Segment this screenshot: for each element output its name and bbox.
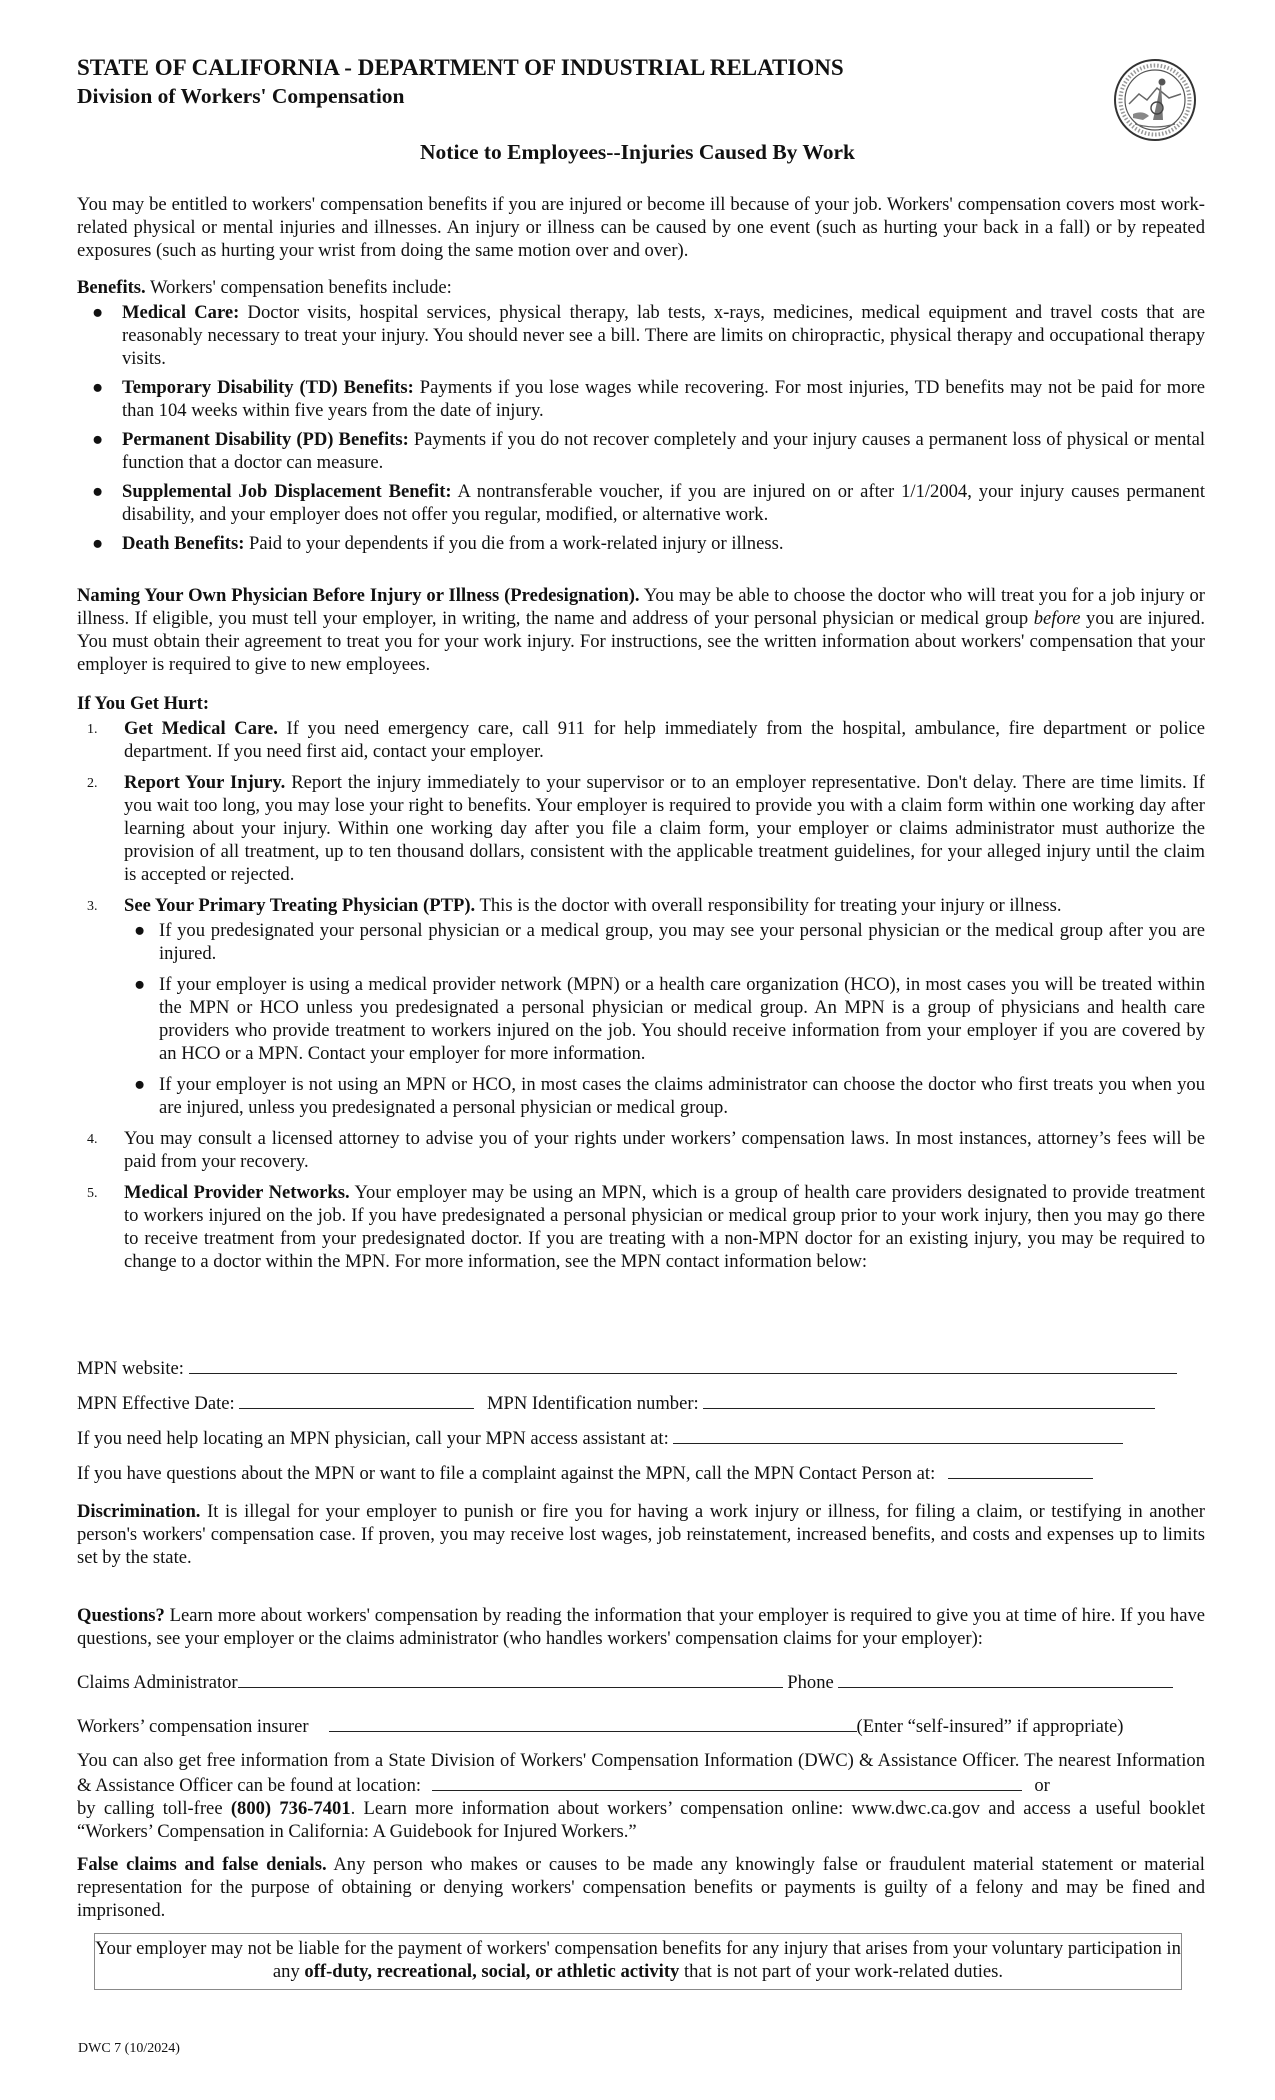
bullet-icon: ●	[92, 533, 104, 554]
benefit-text: Paid to your dependents if you die from a work-related injury or illness.	[244, 533, 784, 554]
benefit-item-death-benefits	[77, 532, 1205, 555]
benefit-label: Death Benefits:	[122, 533, 245, 554]
if-hurt-steps	[77, 717, 1205, 1273]
step-label: Get Medical Care.	[124, 718, 278, 739]
false-claims-text: Any person who makes or causes to be made any knowingly false or fraudulent material statement or material representation for the purpose of obtaining or denying workers' compensation benefits or payments is guilty of a felony and may be fined and imprisoned.	[77, 1854, 1205, 1921]
discrimination-paragraph	[77, 1500, 1205, 1569]
benefit-text: Payments if you do not recover completely and your injury causes a permanent loss of physical or mental function that a doctor can measure.	[122, 429, 1205, 473]
claims-admin-label: Claims Administrator	[77, 1672, 238, 1693]
step-item	[77, 717, 1205, 763]
form-id: DWC 7 (10/2024)	[78, 2041, 180, 2056]
mpn-id-field[interactable]	[703, 1390, 1155, 1409]
notice-text: that is not part of your work-related duties.	[679, 1961, 1004, 1982]
insurer-note: (Enter “self-insured” if appropriate)	[856, 1716, 1124, 1737]
subitem-text: If you predesignated your personal physician or a medical group, you may see your personal physician or the medical group after you are injured.	[159, 920, 1205, 964]
discrimination-text: It is illegal for your employer to punish or fire you for having a work injury or illness, for filing a claim, or testifying in another person's workers' compensation case. If proven, you may receive lost wages, job reinstatement, increased benefits, and costs and expenses up to limits set by the state.	[77, 1501, 1205, 1568]
mpn-date-id-row	[77, 1390, 1205, 1415]
phone-field[interactable]	[838, 1669, 1173, 1688]
bullet-icon: ●	[92, 377, 104, 398]
intro-paragraph: You may be entitled to workers' compensation benefits if you are injured or become ill because of your job. Workers' compensation covers most work-related physical or mental injuries and illnesses. An injury or illness can be caused by one event (such as hurting your back in a fall) or by repeated exposures (such as hurting your wrist from doing the same motion over and over).	[77, 194, 1205, 261]
predesignation-text: You may be able to choose the doctor who will treat you for a job injury or illness. If eligible, you must tell your employer, in writing, the name and address of your personal physician or medical group	[77, 585, 1205, 629]
if-hurt-section	[77, 692, 1205, 1281]
bullet-icon: ●	[134, 920, 146, 941]
step-number: 3.	[87, 899, 98, 914]
info-officer-text: by calling toll-free	[77, 1798, 231, 1819]
step-number: 4.	[87, 1132, 98, 1147]
phone-label: Phone	[782, 1672, 839, 1693]
step-text: This is the doctor with overall responsibility for treating your injury or illness.	[475, 895, 1062, 916]
step-item	[77, 1181, 1205, 1273]
california-seal-icon	[1113, 58, 1197, 142]
division-heading: Division of Workers' Compensation	[77, 84, 405, 108]
benefit-text: Payments if you lose wages while recovering. For most injuries, TD benefits may not be paid for more than 104 weeks within five years from the date of injury.	[122, 377, 1206, 421]
predesignation-heading: Naming Your Own Physician Before Injury or Illness (Predesignation).	[77, 585, 640, 606]
notice-text: Your employer may not be liable for the payment of workers' compensation benefits for any injury that arises from your voluntary participation in any	[95, 1938, 1181, 1982]
bullet-icon: ●	[92, 481, 104, 502]
step-number: 2.	[87, 776, 98, 791]
predesignation-paragraph	[77, 584, 1205, 676]
step-text: You may consult a licensed attorney to advise you of your rights under workers’ compensation laws. In most instances, attorney’s fees will be paid from your recovery.	[124, 1128, 1205, 1172]
step-number: 5.	[87, 1186, 98, 1201]
mpn-website-row	[77, 1355, 1205, 1380]
insurer-row	[77, 1713, 1205, 1738]
benefits-heading: Benefits.	[77, 277, 146, 298]
step-label: Medical Provider Networks.	[124, 1182, 350, 1203]
benefit-text: A nontransferable voucher, if you are injured on or after 1/1/2004, your injury causes permanent disability, and your employer does not offer you regular, modified, or alternative work.	[122, 481, 1205, 525]
step-text: Your employer may be using an MPN, which is a group of health care providers designated to provide treatment to workers injured on the job. If you have predesignated a personal physician or medical group prior to your work injury, then you may go there to receive treatment from your predesignated doctor. If you are treating with a non-MPN doctor for an existing injury, you may be required to change to a doctor within the MPN. For more information, see the MPN contact information below:	[124, 1182, 1205, 1272]
benefits-lead: Workers' compensation benefits include:	[145, 277, 452, 298]
step-item	[77, 771, 1205, 886]
info-officer-paragraph	[77, 1749, 1205, 1843]
insurer-field[interactable]	[329, 1713, 857, 1732]
benefit-label: Temporary Disability (TD) Benefits:	[122, 377, 414, 398]
mpn-effective-date-field[interactable]	[239, 1390, 474, 1409]
insurer-label: Workers’ compensation insurer	[77, 1716, 309, 1737]
benefits-section	[77, 276, 1205, 561]
questions-paragraph	[77, 1604, 1205, 1650]
step-item	[77, 1127, 1205, 1173]
benefits-list	[77, 301, 1205, 555]
mpn-contact-field[interactable]	[948, 1460, 1093, 1479]
benefit-label: Supplemental Job Displacement Benefit:	[122, 481, 452, 502]
mpn-website-field[interactable]	[189, 1355, 1177, 1374]
predesignation-emphasis: before	[1033, 608, 1081, 629]
bullet-icon: ●	[92, 429, 104, 450]
info-officer-text: . Learn more information about workers’ compensation online: www.dwc.ca.gov and access a useful booklet “Workers’ Compensation in California: A Guidebook for Injured Workers.”	[77, 1798, 1205, 1842]
ptp-subitem	[124, 1073, 1205, 1119]
benefit-text: Doctor visits, hospital services, physical therapy, lab tests, x-rays, medicines, medical equipment and travel costs that are reasonably necessary to treat your injury. You should never see a bill. There are limits on chiropractic, physical therapy and occupational therapy visits.	[122, 302, 1206, 369]
predesignation-text: you are injured. You must obtain their agreement to treat you for your work injury. For instructions, see the written information about workers' compensation that your employer is required to give to new employees.	[77, 608, 1205, 675]
questions-text: Learn more about workers' compensation by reading the information that your employer is required to give you at time of hire. If you have questions, see your employer or the claims administrator (who handles workers' compensation claims for your employer):	[77, 1605, 1205, 1649]
step-label: See Your Primary Treating Physician (PTP).	[124, 895, 476, 916]
discrimination-heading: Discrimination.	[77, 1501, 201, 1522]
page-title: Notice to Employees--Injuries Caused By Work	[420, 140, 855, 164]
claims-admin-field[interactable]	[238, 1669, 783, 1688]
mpn-contact-label: If you have questions about the MPN or want to file a complaint against the MPN, call the MPN Contact Person at:	[77, 1463, 940, 1484]
benefit-item-permanent-disability	[77, 428, 1205, 474]
info-officer-location-field[interactable]	[432, 1772, 1022, 1791]
questions-heading: Questions?	[77, 1605, 165, 1626]
bullet-icon: ●	[134, 974, 146, 995]
ptp-subitem	[124, 919, 1205, 965]
benefit-item-temporary-disability	[77, 376, 1205, 422]
subitem-text: If your employer is not using an MPN or HCO, in most cases the claims administrator can choose the doctor who first treats you when you are injured, unless you predesignated a personal physician or medical group.	[159, 1074, 1205, 1118]
step-number: 1.	[87, 722, 98, 737]
ptp-sublist	[124, 919, 1205, 1119]
ptp-subitem	[124, 973, 1205, 1065]
bullet-icon: ●	[92, 302, 104, 323]
step-label: Report Your Injury.	[124, 772, 286, 793]
mpn-id-label: MPN Identification number:	[486, 1393, 704, 1414]
subitem-text: If your employer is using a medical provider network (MPN) or a health care organization (HCO), in most cases you will be treated within the MPN or HCO unless you predesignated a personal physician or medical group. An MPN is a group of physicians and health care providers who provide treatment to workers injured on the job. You should receive information from your employer if you are covered by an HCO or a MPN. Contact your employer for more information.	[159, 974, 1205, 1064]
mpn-access-row	[77, 1425, 1205, 1450]
or-text: or	[1034, 1775, 1050, 1796]
toll-free-phone: (800) 736-7401	[230, 1798, 351, 1819]
claims-admin-row	[77, 1669, 1205, 1694]
info-officer-text: You can also get free information from a State Division of Workers' Compensation Information (DWC) & Assistance Officer. The nearest Information & Assistance Officer can be found at location:	[77, 1750, 1205, 1796]
benefit-item-medical-care	[77, 301, 1205, 370]
if-hurt-heading: If You Get Hurt:	[77, 693, 210, 714]
benefit-item-job-displacement	[77, 480, 1205, 526]
step-text: If you need emergency care, call 911 for help immediately from the hospital, ambulance, fire department or police department. If you need first aid, contact your employer.	[124, 718, 1205, 762]
step-item	[77, 894, 1205, 1119]
agency-heading: STATE OF CALIFORNIA - DEPARTMENT OF INDUSTRIAL RELATIONS	[77, 55, 844, 80]
mpn-contact-row	[77, 1460, 1205, 1485]
benefit-label: Medical Care:	[122, 302, 240, 323]
bullet-icon: ●	[134, 1074, 146, 1095]
mpn-access-label: If you need help locating an MPN physician, call your MPN access assistant at:	[77, 1428, 674, 1449]
mpn-access-field[interactable]	[673, 1425, 1123, 1444]
false-claims-paragraph	[77, 1853, 1205, 1922]
step-text: Report the injury immediately to your supervisor or to an employer representative. Don't delay. There are time limits. If you wait too long, you may lose your right to benefits. Your employer is required to provide you with a claim form within one working day after learning about your injury. Within one working day after you file a claim form, your employer or claims administrator must authorize the provision of all treatment, up to ten thousand dollars, consistent with the applicable treatment guidelines, for your alleged injury until the claim is accepted or rejected.	[124, 772, 1205, 885]
benefit-label: Permanent Disability (PD) Benefits:	[122, 429, 409, 450]
mpn-effective-date-label: MPN Effective Date:	[77, 1393, 240, 1414]
notice-emphasis: off-duty, recreational, social, or athletic activity	[304, 1961, 680, 1982]
mpn-website-label: MPN website:	[77, 1358, 189, 1379]
false-claims-heading: False claims and false denials.	[77, 1854, 327, 1875]
off-duty-notice-box	[94, 1933, 1182, 1990]
